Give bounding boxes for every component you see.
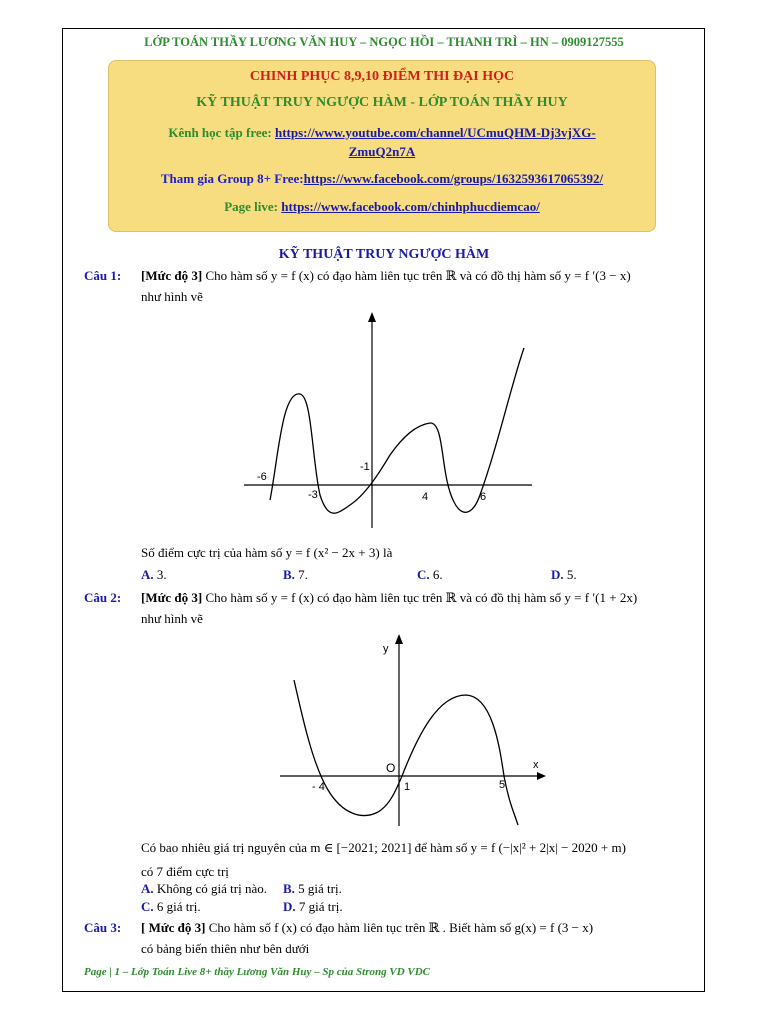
q2-text2: như hình vẽ (141, 611, 203, 626)
banner-subtitle: KỸ THUẬT TRUY NGƯỢC HÀM - LỚP TOÁN THẦY HUY (196, 95, 568, 110)
q2-label-o: O (386, 761, 396, 775)
q1-label-m3: -3 (308, 489, 318, 501)
q2-question2: có 7 điểm cực trị (141, 864, 229, 879)
q2-label-m4: - 4 (312, 781, 325, 793)
channel-label: Kênh học tập free: (168, 125, 275, 140)
q1-label-6: 6 (480, 491, 487, 503)
q2-graph (278, 630, 548, 830)
q1-body: Cho hàm số y = f (x) có đạo hàm liên tục trên ℝ và có đồ thị hàm số y = f ′(3 − x) (202, 268, 631, 283)
banner-group (109, 171, 655, 187)
q1-question: Số điểm cực trị của hàm số y = f (x² − 2x + 3) là (141, 545, 393, 560)
q1-label-4: 4 (422, 491, 429, 503)
q3-body: Cho hàm số f (x) có đạo hàm liên tục trên ℝ . Biết hàm số g(x) = f (3 − x) (205, 920, 594, 935)
q2-text (141, 590, 637, 606)
q1-level: [Mức độ 3] (141, 268, 203, 283)
banner-channel (109, 123, 655, 161)
group-link[interactable]: https://www.facebook.com/groups/1632593617065392/ (303, 171, 604, 186)
page-footer: Page | 1 – Lớp Toán Live 8+ thầy Lương Văn Huy – Sp của Strong VD VDC (84, 966, 431, 978)
q2-option-a[interactable]: A. Không có giá trị nào. (141, 881, 268, 896)
q2-body: Cho hàm số y = f (x) có đạo hàm liên tục trên ℝ và có đồ thị hàm số y = f ′(1 + 2x) (202, 590, 638, 605)
channel-link[interactable]: https://www.youtube.com/channel/UCmuQHM-Dj3vjXG- (274, 125, 596, 140)
header-line: LỚP TOÁN THẦY LƯƠNG VĂN HUY – NGỌC HỒI – THANH TRÌ – HN – 0909127555 (144, 35, 624, 49)
q2-option-b[interactable]: B. 5 giá trị. (283, 881, 342, 896)
promo-banner (108, 60, 656, 232)
q2-label-x: x (533, 759, 539, 771)
q1-text (141, 268, 631, 284)
q2-curve (294, 680, 518, 825)
banner-page (109, 199, 655, 215)
q2-label-1: 1 (404, 781, 411, 793)
q2-option-c[interactable]: C. 6 giá trị. (141, 899, 201, 914)
q2-option-d[interactable]: D. 7 giá trị. (283, 899, 343, 914)
q2-x-arrow (537, 772, 546, 780)
q1-graph (240, 310, 540, 532)
q2-level: [Mức độ 3] (141, 590, 203, 605)
q1-text2: như hình vẽ (141, 289, 203, 304)
q1-label-m1: -1 (360, 461, 370, 473)
q1-label: Câu 1: (84, 268, 122, 283)
q2-label-y: y (383, 643, 389, 655)
q1-option-b[interactable]: B. 7. (283, 567, 308, 582)
q1-y-arrow (368, 312, 376, 322)
section-title: KỸ THUẬT TRUY NGƯỢC HÀM (278, 247, 490, 262)
q3-label: Câu 3: (84, 920, 122, 935)
page-label: Page live: (224, 199, 282, 214)
q1-option-a[interactable]: A. 3. (141, 567, 167, 582)
q3-level: [ Mức độ 3] (141, 920, 206, 935)
banner-title: CHINH PHỤC 8,9,10 ĐIỂM THI ĐẠI HỌC (249, 69, 515, 84)
q2-label: Câu 2: (84, 590, 122, 605)
q2-label-5: 5 (499, 779, 506, 791)
q1-option-d[interactable]: D. 5. (551, 567, 577, 582)
q3-text (141, 920, 593, 936)
channel-link-cont[interactable]: ZmuQ2n7A (348, 144, 416, 159)
q2-question: Có bao nhiêu giá trị nguyên của m ∈ [−2021; 2021] để hàm số y = f (−|x|² + 2|x| − 2020 + m) (141, 840, 626, 855)
q1-label-m6: -6 (257, 471, 267, 483)
q1-option-c[interactable]: C. 6. (417, 567, 443, 582)
q2-y-arrow (395, 634, 403, 644)
q3-text2: có bảng biến thiên như bên dưới (141, 941, 310, 956)
page-link[interactable]: https://www.facebook.com/chinhphucdiemcao/ (281, 199, 540, 214)
group-label: Tham gia Group 8+ Free: (160, 171, 304, 186)
